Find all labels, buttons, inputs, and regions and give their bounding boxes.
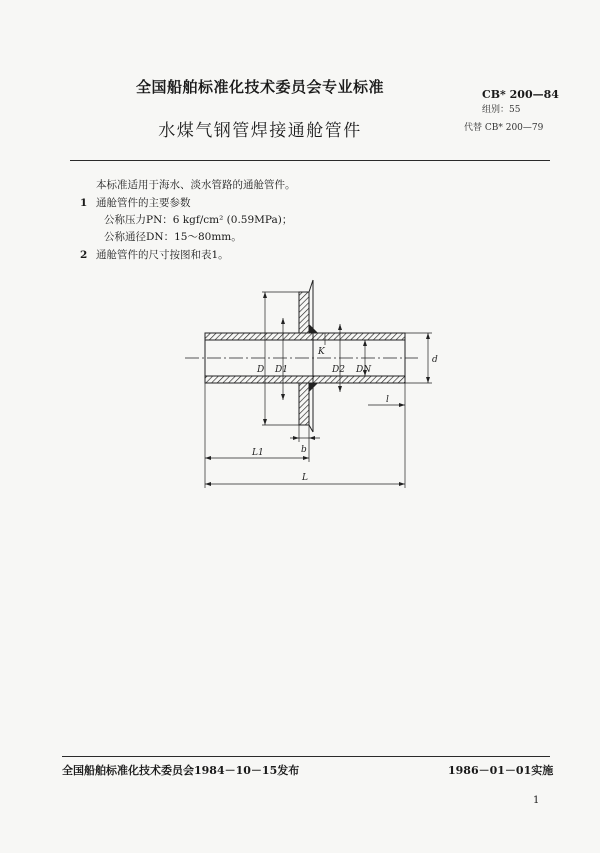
effective-date: 1986－01－01实施 xyxy=(448,764,554,777)
bulkhead-plate-bottom xyxy=(299,383,309,425)
label-L: L xyxy=(302,473,308,483)
nominal-diameter-line: 公称通径DN：15～80mm。 xyxy=(104,231,242,243)
intro-paragraph: 本标准适用于海水、淡水管路的通舱管件。 xyxy=(96,179,296,191)
pipe-wall-top xyxy=(205,333,405,340)
pipe-wall-bottom xyxy=(205,376,405,383)
label-L1: L1 xyxy=(252,448,264,458)
label-D1: D1 xyxy=(275,365,288,375)
label-d: d xyxy=(432,355,438,365)
section-2-number: 2 xyxy=(80,249,88,261)
label-D: D xyxy=(257,365,265,375)
footer-rule xyxy=(62,756,550,757)
section-2-text: 通舱管件的尺寸按图和表1。 xyxy=(96,249,229,261)
arrowheads xyxy=(205,292,430,486)
standard-title: 水煤气钢管焊接通舱管件 xyxy=(158,121,362,141)
nominal-pressure-line: 公称压力PN：6 kgf/cm² (0.59MPa)； xyxy=(104,214,293,226)
standard-code: CB* 200—84 xyxy=(482,88,559,101)
bulkhead-bottom-bevel xyxy=(309,425,313,432)
section-1-number: 1 xyxy=(80,197,88,209)
bulkhead-plate-top xyxy=(299,292,309,333)
label-D2: D2 xyxy=(332,365,345,375)
section-1-title: 通舱管件的主要参数 xyxy=(96,197,191,209)
label-b: b xyxy=(301,445,307,455)
bulkhead-top-bevel xyxy=(309,280,313,292)
issued-by: 全国船舶标准化技术委员会1984－10－15发布 xyxy=(62,764,300,777)
label-K: K xyxy=(318,347,325,357)
page-number: 1 xyxy=(533,795,540,806)
standard-replaces: 代替 CB* 200—79 xyxy=(464,123,544,133)
standard-classification: 组别：55 xyxy=(482,105,521,115)
label-DN: DN xyxy=(356,365,372,375)
label-l: l xyxy=(386,395,389,405)
issuing-organization: 全国船舶标准化技术委员会专业标准 xyxy=(135,78,384,96)
